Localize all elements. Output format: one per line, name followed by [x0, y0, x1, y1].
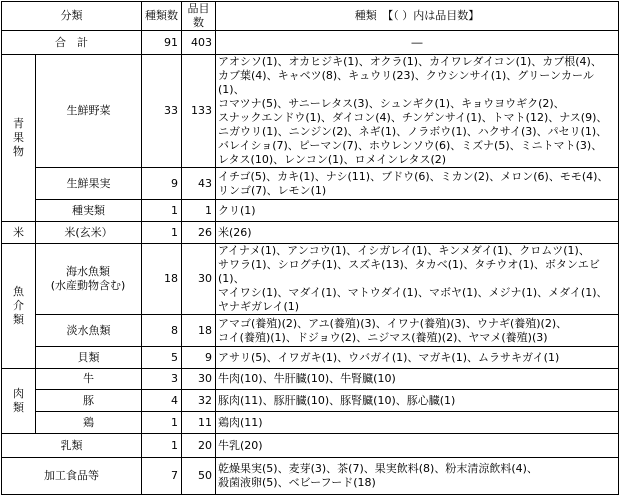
total-row — [2, 31, 619, 55]
group-label-fish: 魚 介 類 — [2, 244, 36, 369]
types-cell: 4 — [142, 390, 182, 412]
detail-cell: 豚肉(11)、豚肝臓(10)、豚腎臓(10)、豚心臓(1) — [216, 390, 619, 412]
detail-cell: アサリ(5)、イワガキ(1)、ウバガイ(1)、マガキ(1)、ムラサキガイ(1) — [216, 347, 619, 369]
types-cell: 1 — [142, 222, 182, 244]
table-row — [2, 458, 619, 495]
items-cell: 11 — [182, 412, 216, 434]
subcategory-label: 淡水魚類 — [36, 315, 142, 347]
subcategory-label: 生鮮果実 — [36, 168, 142, 200]
types-cell: 1 — [142, 200, 182, 222]
header-num-items: 品目数 — [182, 2, 216, 31]
subcategory-label: 海水魚類 (水産動物含む) — [36, 244, 142, 315]
total-types: 91 — [142, 31, 182, 55]
items-cell: 1 — [182, 200, 216, 222]
detail-cell: アマゴ(養殖)(2)、アユ(養殖)(3)、イワナ(養殖)(3)、ウナギ(養殖)(2)、 コイ(養殖)(1)、ドジョウ(2)、ニジマス(養殖)(2)、ヤマメ(養殖)(3) — [216, 315, 619, 347]
items-cell: 133 — [182, 55, 216, 168]
table-row — [2, 434, 619, 458]
items-cell: 32 — [182, 390, 216, 412]
header-types-note: 種類 【（ ）内は品目数】 — [216, 2, 619, 31]
header-row — [2, 2, 619, 31]
items-cell: 26 — [182, 222, 216, 244]
subcategory-label: 牛 — [36, 369, 142, 390]
group-label-vegetables: 青 果 物 — [2, 55, 36, 222]
types-cell: 9 — [142, 168, 182, 200]
group-label-dairy: 乳類 — [2, 434, 142, 458]
items-cell: 20 — [182, 434, 216, 458]
subcategory-label: 種実類 — [36, 200, 142, 222]
detail-cell: アイナメ(1)、アンコウ(1)、イシガレイ(1)、キンメダイ(1)、クロムツ(1)、 サワラ(1)、シログチ(1)、スズキ(13)、タカベ(1)、タチウオ(1)、ボタンエビ(1)、 マイワシ(1)、マダイ(1)、マトウダイ(1)、マボヤ(1)、メジナ(1)、メダイ(1)、 ヤナギガレイ(1) — [216, 244, 619, 315]
types-cell: 7 — [142, 458, 182, 495]
types-cell: 8 — [142, 315, 182, 347]
types-cell: 18 — [142, 244, 182, 315]
subcategory-label: 鶏 — [36, 412, 142, 434]
detail-cell: 米(26) — [216, 222, 619, 244]
detail-cell: 鶏肉(11) — [216, 412, 619, 434]
subcategory-label: 貝類 — [36, 347, 142, 369]
items-cell: 18 — [182, 315, 216, 347]
detail-cell: 牛乳(20) — [216, 434, 619, 458]
table-row — [2, 244, 619, 315]
header-num-types: 種類数 — [142, 2, 182, 31]
types-cell: 3 — [142, 369, 182, 390]
table-row — [2, 347, 619, 369]
total-detail: ― — [216, 31, 619, 55]
detail-cell: 牛肉(10)、牛肝臓(10)、牛腎臓(10) — [216, 369, 619, 390]
group-label-processed: 加工食品等 — [2, 458, 142, 495]
table-row — [2, 222, 619, 244]
table-row — [2, 200, 619, 222]
inspection-table — [1, 1, 619, 495]
detail-cell: クリ(1) — [216, 200, 619, 222]
items-cell: 9 — [182, 347, 216, 369]
table-row — [2, 55, 619, 168]
detail-cell: アオシソ(1)、オカヒジキ(1)、オクラ(1)、カイワレダイコン(1)、カブ根(4)、 カブ葉(4)、キャベツ(8)、キュウリ(23)、クウシンサイ(1)、グリーンカール(1)、 コマツナ(5)、サニーレタス(3)、シュンギク(1)、キョウヨウギク(2)、 スナックエンドウ(1)、ダイコン(4)、チンゲンサイ(1)、トマト(12)、ナス(9)、 ニガウリ(1)、ニンジン(2)、ネギ(1)、ノラボウ(1)、ハクサイ(3)、パセリ(1)、 バレイショ(7)、ピーマン(7)、ホウレンソウ(6)、ミズナ(5)、ミニトマト(3)、 レタス(10)、レンコン(1)、ロメインレタス(2) — [216, 55, 619, 168]
types-cell: 1 — [142, 434, 182, 458]
types-cell: 5 — [142, 347, 182, 369]
header-category: 分類 — [2, 2, 142, 31]
types-cell: 33 — [142, 55, 182, 168]
items-cell: 43 — [182, 168, 216, 200]
items-cell: 50 — [182, 458, 216, 495]
types-cell: 1 — [142, 412, 182, 434]
total-items: 403 — [182, 31, 216, 55]
table-row — [2, 168, 619, 200]
table-row — [2, 315, 619, 347]
items-cell: 30 — [182, 369, 216, 390]
group-label-meat: 肉 類 — [2, 369, 36, 434]
table-row — [2, 390, 619, 412]
subcategory-label: 豚 — [36, 390, 142, 412]
table-row — [2, 412, 619, 434]
detail-cell: 乾燥果実(5)、麦芽(3)、茶(7)、果実飲料(8)、粉末清涼飲料(4)、 殺菌液卵(5)、ベビーフード(18) — [216, 458, 619, 495]
total-label: 合 計 — [2, 31, 142, 55]
items-cell: 30 — [182, 244, 216, 315]
detail-cell: イチゴ(5)、カキ(1)、ナシ(11)、ブドウ(6)、ミカン(2)、メロン(6)、モモ(4)、 リンゴ(7)、レモン(1) — [216, 168, 619, 200]
group-label-rice: 米 — [2, 222, 36, 244]
subcategory-label: 米(玄米） — [36, 222, 142, 244]
subcategory-label: 生鮮野菜 — [36, 55, 142, 168]
table-row — [2, 369, 619, 390]
